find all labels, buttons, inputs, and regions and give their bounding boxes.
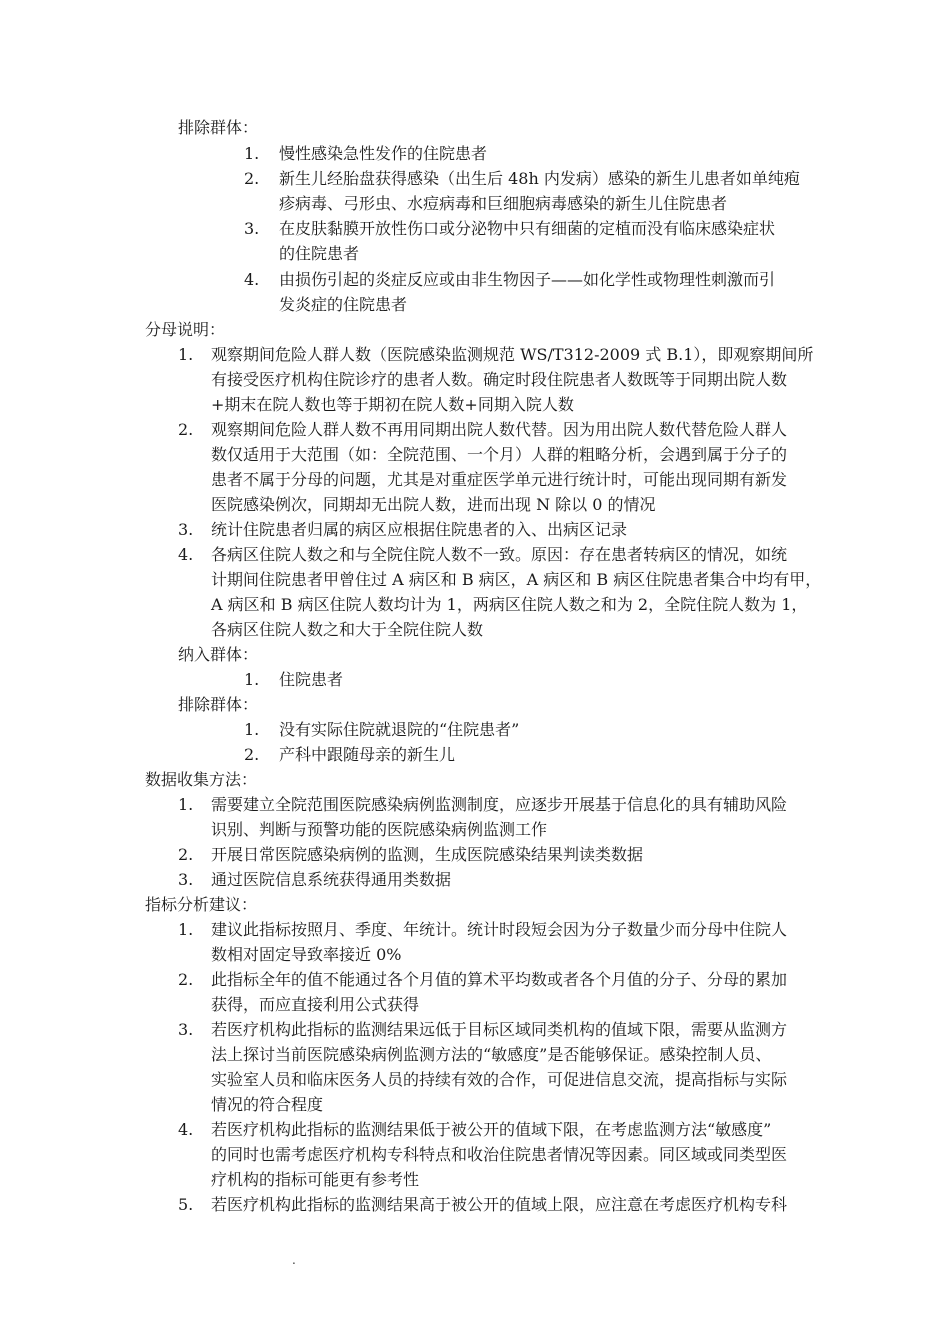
list-item-text: 新生儿经胎盘获得感染（出生后 48h 内发病）感染的新生儿患者如单纯疱 [279, 169, 800, 188]
list-item-text: 医院感染例次，同期却无出院人数，进而出现 N 除以 0 的情况 [211, 495, 656, 514]
list-number: 3. [244, 219, 260, 238]
list-item-text: 没有实际住院就退院的“住院患者” [279, 720, 520, 739]
list-number: 1. [178, 920, 194, 939]
list-item-text: 统计住院患者归属的病区应根据住院患者的入、出病区记录 [211, 520, 628, 539]
list-item-text: +期末在院人数也等于期初在院人数+同期入院人数 [211, 395, 574, 414]
list-item-text: 发炎症的住院患者 [279, 295, 408, 314]
list-item-text: 若医疗机构此指标的监测结果高于被公开的值域上限，应注意在考虑医疗机构专科 [211, 1195, 788, 1214]
list-number: 5. [178, 1195, 194, 1214]
list-item-text: 的同时也需考虑医疗机构专科特点和收治住院患者情况等因素。同区域或同类型医 [211, 1145, 788, 1164]
list-item-text: 观察期间危险人群人数不再用同期出院人数代替。因为用出院人数代替危险人群人 [211, 420, 788, 439]
list-item-text: 在皮肤黏膜开放性伤口或分泌物中只有细菌的定植而没有临床感染症状 [279, 219, 776, 238]
list-number: 4. [178, 545, 194, 564]
list-number: 2. [244, 169, 260, 188]
list-number: 1. [244, 144, 260, 163]
section-heading-inclusion: 纳入群体： [178, 645, 259, 664]
list-number: 4. [178, 1120, 194, 1139]
section-heading-data-collection: 数据收集方法： [145, 770, 258, 789]
list-item-text: 观察期间危险人群人数（医院感染监测规范 WS/T312-2009 式 B.1），即观察期间所 [211, 345, 814, 364]
list-item-text: 若医疗机构此指标的监测结果远低于目标区域同类机构的值域下限，需要从监测方 [211, 1020, 788, 1039]
list-item-text: 数相对固定导致率接近 0% [211, 945, 402, 964]
list-item-text: 实验室人员和临床医务人员的持续有效的合作，可促进信息交流，提高指标与实际 [211, 1070, 788, 1089]
section-heading-analysis: 指标分析建议： [145, 895, 258, 914]
list-number: 4. [244, 270, 260, 289]
list-item-text: 需要建立全院范围医院感染病例监测制度，应逐步开展基于信息化的具有辅助风险 [211, 795, 788, 814]
list-item-text: A 病区和 B 病区住院人数均计为 1，两病区住院人数之和为 2，全院住院人数为 1， [211, 595, 808, 614]
list-item-text: 疹病毒、弓形虫、水痘病毒和巨细胞病毒感染的新生儿住院患者 [279, 194, 728, 213]
section-heading-exclusion: 排除群体： [178, 695, 259, 714]
list-item-text: 患者不属于分母的问题，尤其是对重症医学单元进行统计时，可能出现同期有新发 [211, 470, 788, 489]
list-item-text: 有接受医疗机构住院诊疗的患者人数。确定时段住院患者人数既等于同期出院人数 [211, 370, 788, 389]
list-item-text: 开展日常医院感染病例的监测，生成医院感染结果判读类数据 [211, 845, 644, 864]
list-number: 2. [178, 970, 194, 989]
list-item-text: 建议此指标按照月、季度、年统计。统计时段短会因为分子数量少而分母中住院人 [211, 920, 788, 939]
list-item-text: 住院患者 [279, 670, 344, 689]
list-number: 1. [244, 720, 260, 739]
list-number: 1. [178, 345, 194, 364]
list-item-text: 的住院患者 [279, 244, 360, 263]
list-number: 3. [178, 870, 194, 889]
list-item-text: 情况的符合程度 [211, 1095, 324, 1114]
list-item-text: 计期间住院患者甲曾住过 A 病区和 B 病区，A 病区和 B 病区住院患者集合中均有甲， [211, 570, 822, 589]
list-item-text: 各病区住院人数之和大于全院住院人数 [211, 620, 484, 639]
list-number: 2. [244, 745, 260, 764]
list-item-text: 识别、判断与预警功能的医院感染病例监测工作 [211, 820, 548, 839]
list-item-text: 疗机构的指标可能更有参考性 [211, 1170, 420, 1189]
list-item-text: 慢性感染急性发作的住院患者 [279, 144, 488, 163]
list-item-text: 由损伤引起的炎症反应或由非生物因子——如化学性或物理性刺激而引 [279, 270, 776, 289]
list-item-text: 通过医院信息系统获得通用类数据 [211, 870, 452, 889]
list-number: 1. [178, 795, 194, 814]
list-item-text: 法上探讨当前医院感染病例监测方法的“敏感度”是否能够保证。感染控制人员、 [211, 1045, 772, 1064]
list-item-text: 若医疗机构此指标的监测结果低于被公开的值域下限，在考虑监测方法“敏感度” [211, 1120, 772, 1139]
list-number: 3. [178, 1020, 194, 1039]
list-item-text: 各病区住院人数之和与全院住院人数不一致。原因：存在患者转病区的情况，如统 [211, 545, 788, 564]
list-number: 1. [244, 670, 260, 689]
list-item-text: 产科中跟随母亲的新生儿 [279, 745, 456, 764]
list-item-text: 数仅适用于大范围（如：全院范围、一个月）人群的粗略分析，会遇到属于分子的 [211, 445, 788, 464]
list-number: 2. [178, 845, 194, 864]
list-item-text: 获得，而应直接利用公式获得 [211, 995, 420, 1014]
list-number: 2. [178, 420, 194, 439]
section-heading-denominator: 分母说明： [145, 320, 226, 339]
page-footer-mark: . [292, 1253, 296, 1267]
list-item-text: 此指标全年的值不能通过各个月值的算术平均数或者各个月值的分子、分母的累加 [211, 970, 788, 989]
section-heading-exclusion: 排除群体： [178, 118, 259, 137]
list-number: 3. [178, 520, 194, 539]
